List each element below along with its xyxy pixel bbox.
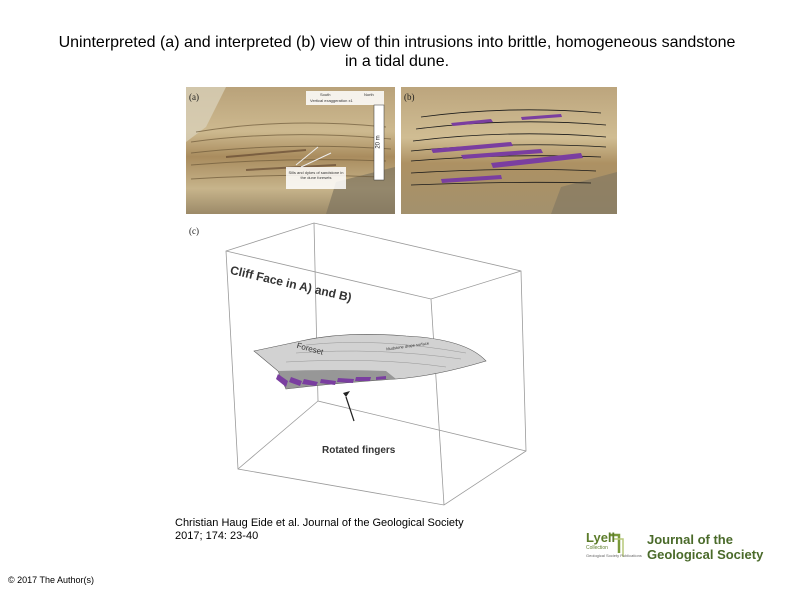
journal-title-line-2: Geological Society bbox=[647, 547, 764, 562]
photo-panel-a bbox=[186, 87, 395, 214]
block-diagram bbox=[186, 221, 617, 507]
panel-a-label: (a) bbox=[189, 92, 199, 102]
lyell-label: Lyell bbox=[586, 530, 616, 545]
title-line-2: in a tidal dune. bbox=[344, 53, 450, 70]
panel-b-label: (b) bbox=[404, 92, 415, 102]
panel-c-label: (c) bbox=[189, 226, 199, 236]
callout-text: Sills and dykes of sandstone in the dune foresets bbox=[288, 170, 344, 180]
photo-panel-b bbox=[401, 87, 617, 214]
legend-north: North bbox=[364, 92, 374, 97]
logo-subtitle: Geological Society Publications bbox=[586, 553, 642, 558]
citation-line-2: 2017; 174: 23-40 bbox=[175, 530, 259, 542]
legend-south: South bbox=[320, 92, 331, 97]
journal-title-line-1: Journal of the bbox=[647, 532, 733, 547]
citation bbox=[175, 517, 464, 543]
slide-title bbox=[20, 33, 774, 71]
photo-a-image bbox=[186, 87, 395, 214]
cliff-face-label: Cliff Face in A) and B) bbox=[228, 263, 354, 305]
citation-line-1: Christian Haug Eide et al. Journal of the Geological Society bbox=[175, 517, 464, 529]
rotated-fingers-label: Rotated fingers bbox=[322, 445, 396, 456]
photo-b-image bbox=[401, 87, 617, 214]
foreset-label: Foreset bbox=[295, 341, 325, 357]
copyright: © 2017 The Author(s) bbox=[8, 575, 95, 585]
journal-logo bbox=[585, 529, 764, 565]
surface-label: Mudstone drape surface bbox=[385, 340, 430, 352]
figure bbox=[186, 87, 617, 507]
scale-bar-label: 20 m bbox=[375, 135, 382, 149]
legend-text: Vertical exaggeration x1 bbox=[310, 98, 353, 103]
collection-label: Collection bbox=[586, 545, 608, 551]
diagram-panel-c bbox=[186, 221, 617, 507]
title-line-1: Uninterpreted (a) and interpreted (b) view of thin intrusions into brittle, homogeneous sandstone bbox=[58, 34, 736, 51]
